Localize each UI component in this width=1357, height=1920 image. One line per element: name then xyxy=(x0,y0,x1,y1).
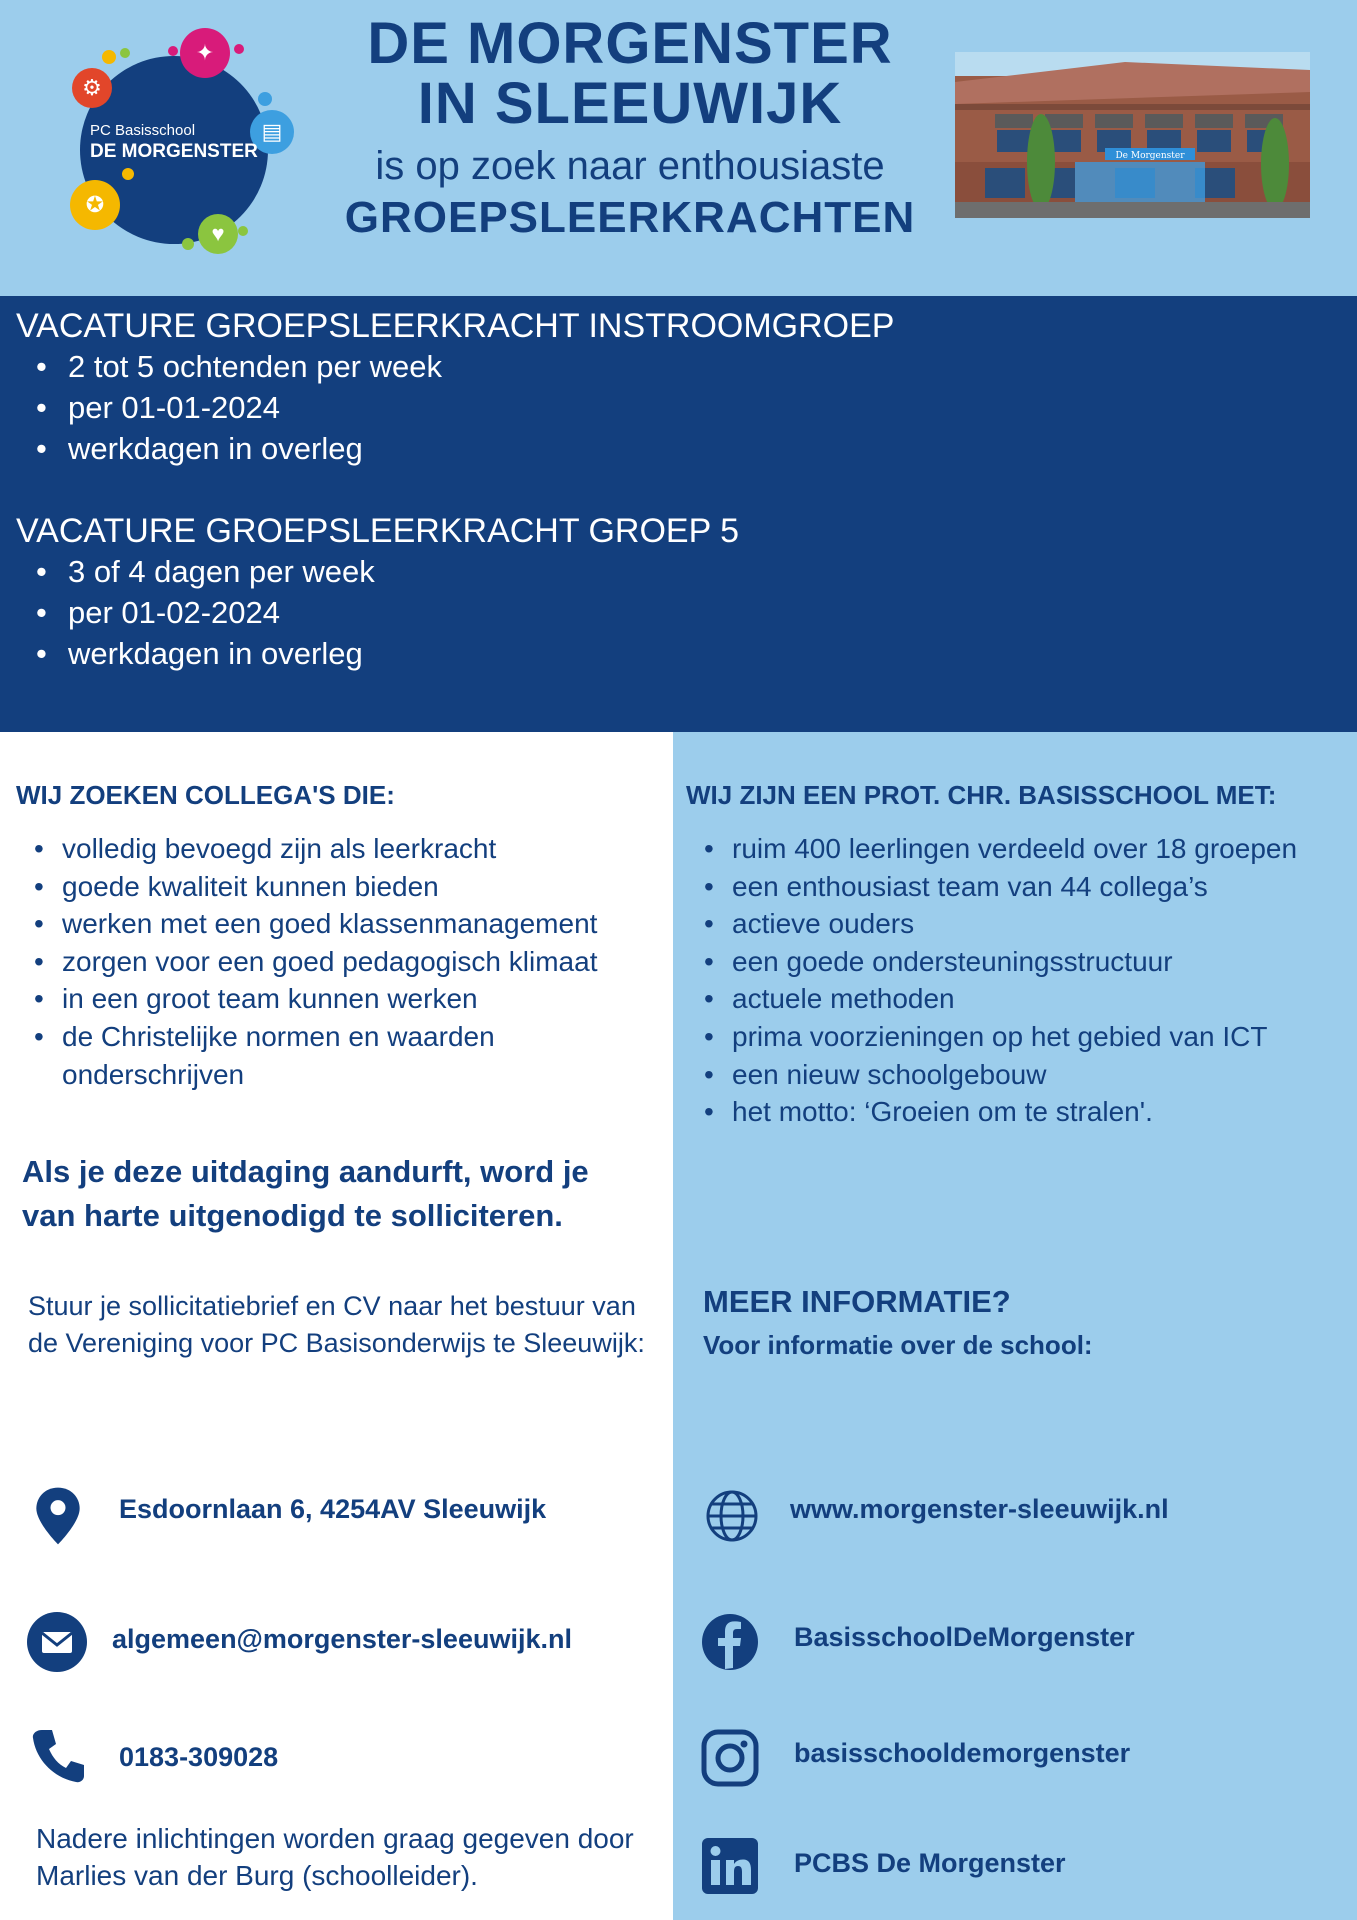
list-item: • de Christelijke normen en waarden onderschrijven xyxy=(28,1018,548,1093)
vacancy-list xyxy=(36,551,739,674)
list-item: • zorgen voor een goed pedagogisch klimaat xyxy=(28,943,668,981)
logo-compass-icon: ✦ xyxy=(180,28,230,78)
list-item: • 2 tot 5 ochtenden per week xyxy=(36,346,894,387)
facebook-icon xyxy=(700,1612,760,1672)
header-band xyxy=(0,0,1357,296)
list-item: • per 01-02-2024 xyxy=(36,592,739,633)
vacancy-list xyxy=(36,346,894,469)
subtitle: is op zoek naar enthousiaste xyxy=(375,144,885,188)
globe-icon xyxy=(702,1486,762,1546)
logo-dot xyxy=(120,48,130,58)
title-line-3: GROEPSLEERKRACHTEN xyxy=(344,193,916,242)
school-logo xyxy=(62,28,302,258)
call-to-action: Als je deze uitdaging aandurft, word je van harte uitgenodigd te solliciteren. xyxy=(22,1154,589,1233)
list-item: • het motto: ‘Groeien om te stralen'. xyxy=(698,1093,1357,1131)
list-item: • goede kwaliteit kunnen bieden xyxy=(28,868,668,906)
logo-award-icon: ✪ xyxy=(70,180,120,230)
list-item: • volledig bevoegd zijn als leerkracht xyxy=(28,830,668,868)
vacancy-2 xyxy=(16,511,739,674)
facebook-link[interactable]: BasisschoolDeMorgenster xyxy=(794,1622,1135,1652)
linkedin-link[interactable]: PCBS De Morgenster xyxy=(794,1848,1066,1878)
logo-big-text: DE MORGENSTER xyxy=(90,141,258,162)
list-item: • actieve ouders xyxy=(698,905,1357,943)
footer-note: Nadere inlichtingen worden graag gegeven door Marlies van der Burg (schoolleider). xyxy=(36,1823,634,1891)
map-pin-icon xyxy=(28,1486,88,1546)
left-heading: WIJ ZOEKEN COLLEGA'S DIE: xyxy=(16,780,395,810)
info-heading: MEER INFORMATIE? xyxy=(703,1284,1011,1319)
phone-icon xyxy=(28,1726,88,1786)
instagram-icon xyxy=(700,1728,760,1788)
list-item: • prima voorzieningen op het gebied van ICT xyxy=(698,1018,1357,1056)
right-heading: WIJ ZIJN EEN PROT. CHR. BASISSCHOOL MET: xyxy=(686,780,1277,810)
vacancy-heading: VACATURE GROEPSLEERKRACHT INSTROOMGROEP xyxy=(16,307,895,345)
logo-dot xyxy=(238,226,248,236)
title-line-2: IN SLEEUWIJK xyxy=(417,71,843,136)
building-illustration xyxy=(955,52,1310,218)
requirements-list xyxy=(28,830,668,1093)
list-item: • actuele methoden xyxy=(698,980,1357,1018)
list-item: • in een groot team kunnen werken xyxy=(28,980,668,1018)
linkedin-icon xyxy=(700,1836,760,1896)
email-icon xyxy=(27,1612,87,1672)
logo-device-icon: ▤ xyxy=(250,110,294,154)
school-features-list xyxy=(698,830,1357,1131)
list-item: • een enthousiast team van 44 collega’s xyxy=(698,868,1357,906)
email-link[interactable]: algemeen@morgenster-sleeuwijk.nl xyxy=(112,1624,572,1654)
list-item: • een nieuw schoolgebouw xyxy=(698,1056,1357,1094)
address-text: Esdoornlaan 6, 4254AV Sleeuwijk xyxy=(119,1494,547,1524)
application-instructions: Stuur je sollicitatiebrief en CV naar het bestuur van de Vereniging voor PC Basisonderwijs te Sleeuwijk: xyxy=(28,1291,645,1358)
vacancy-band xyxy=(0,296,1357,732)
info-subheading: Voor informatie over de school: xyxy=(703,1330,1093,1360)
logo-dot xyxy=(168,46,178,56)
logo-dot xyxy=(258,92,272,106)
vacancy-1 xyxy=(16,306,894,469)
title-block xyxy=(330,11,930,244)
phone-number[interactable]: 0183-309028 xyxy=(119,1742,279,1772)
logo-dot xyxy=(122,168,134,180)
list-item: • per 01-01-2024 xyxy=(36,387,894,428)
list-item: • werkdagen in overleg xyxy=(36,428,894,469)
list-item: • ruim 400 leerlingen verdeeld over 18 groepen xyxy=(698,830,1357,868)
logo-heart-icon: ♥ xyxy=(198,214,238,254)
school-building-photo xyxy=(955,52,1310,218)
list-item: • werkdagen in overleg xyxy=(36,633,739,674)
logo-dot xyxy=(182,238,194,250)
building-sign: De Morgenster xyxy=(1115,151,1185,161)
logo-dot xyxy=(102,50,116,64)
logo-people-icon: ⚙ xyxy=(72,68,112,108)
logo-dot xyxy=(234,44,244,54)
list-item: • 3 of 4 dagen per week xyxy=(36,551,739,592)
website-link[interactable]: www.morgenster-sleeuwijk.nl xyxy=(790,1494,1169,1524)
list-item: • een goede ondersteuningsstructuur xyxy=(698,943,1357,981)
list-item: • werken met een goed klassenmanagement xyxy=(28,905,668,943)
vacancy-heading: VACATURE GROEPSLEERKRACHT GROEP 5 xyxy=(16,512,739,550)
logo-small-text: PC Basisschool xyxy=(90,122,196,139)
instagram-link[interactable]: basisschooldemorgenster xyxy=(794,1738,1131,1768)
title-line-1: DE MORGENSTER xyxy=(367,11,893,76)
